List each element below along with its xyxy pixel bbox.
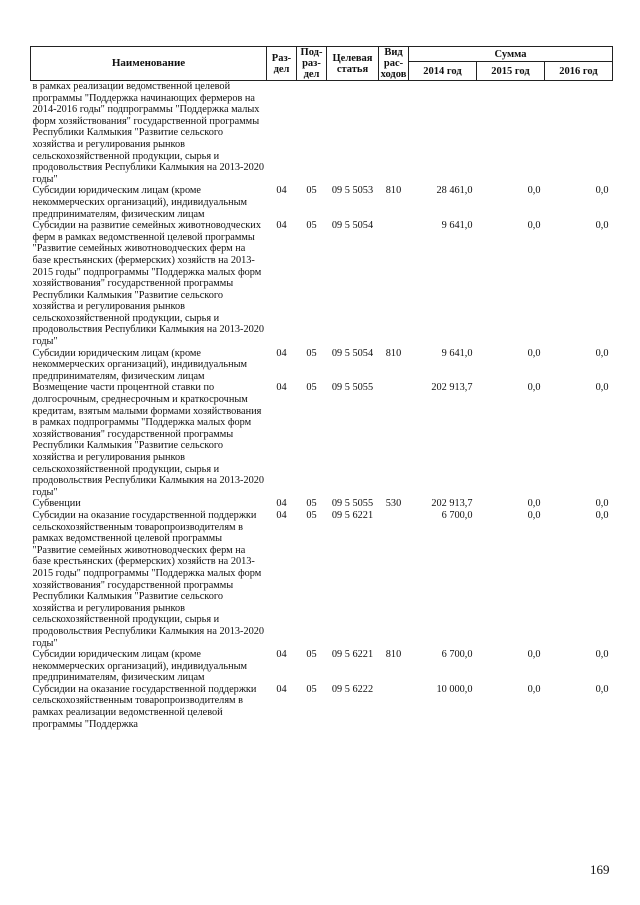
row-razdel: 04: [276, 509, 287, 521]
row-sum-2015: 0,0: [527, 185, 541, 197]
row-name: Субсидии юридическим лицам (кроме некоммерческих организаций), индивидуальным предпринимателям, физическим лицам: [32, 649, 248, 684]
row-sum-2016: 0,0: [595, 683, 609, 695]
row-sum-2015: 0,0: [527, 649, 541, 661]
row-name: Субсидии на оказание государственной поддержки сельскохозяйственным товаропроизводителям в рамках ведомственной целевой программы "Развитие семейных животноводческих ферм на базе крестьянских (фермерских) хозяйств на 2013-2015 годы" подпрограммы "Поддержка малых форм хозяйствования" государственной программы Республики Калмыкия "Развитие сельского хозяйства и регулирования рынков сельскохозяйственной продукции, сырья и продовольствия Республики Калмыкия на 2013-2020 годы": [32, 509, 265, 649]
table-row: [31, 348, 613, 383]
row-expense-type: 530: [385, 498, 402, 510]
row-sum-2016: [545, 81, 613, 186]
row-razdel: 04: [276, 498, 287, 510]
row-sum-2015: 0,0: [527, 347, 541, 359]
row-sum-2015: 0,0: [527, 498, 541, 510]
header-podrazdel: Под-раз-дел: [297, 47, 327, 81]
row-expense-type: [379, 684, 409, 730]
row-podrazdel: 05: [306, 509, 317, 521]
row-sum-2016: 0,0: [595, 509, 609, 521]
row-sum-2015: 0,0: [527, 509, 541, 521]
row-name: Субсидии на развитие семейных животноводческих ферм в рамках ведомственной целевой программы "Развитие семейных животноводческих ферм на базе крестьянских (фермерских) хозяйств на 2013-2015 годы" подпрограммы "Поддержка малых форм хозяйствования" государственной программы Республики Калмыкия "Развитие сельского хозяйства и регулирования рынков сельскохозяйственной продукции, сырья и продовольствия Республики Калмыкия на 2013-2020 годы": [32, 220, 265, 348]
table-row: [31, 220, 613, 348]
table-row: [31, 81, 613, 186]
row-sum-2015: 0,0: [527, 683, 541, 695]
row-podrazdel: 05: [306, 185, 317, 197]
row-sum-2016: 0,0: [595, 498, 609, 510]
row-sum-2014: 9 641,0: [441, 220, 473, 232]
row-razdel: 04: [276, 382, 287, 394]
row-expense-type: 810: [385, 185, 402, 197]
row-expense-type: [379, 510, 409, 649]
row-sum-2015: 0,0: [527, 220, 541, 232]
row-sum-2014: 28 461,0: [436, 185, 473, 197]
row-expense-type: [379, 81, 409, 186]
row-expense-type: 810: [385, 649, 402, 661]
row-sum-2016: 0,0: [595, 382, 609, 394]
page-number: 169: [590, 862, 610, 877]
row-podrazdel: [297, 81, 327, 186]
row-podrazdel: 05: [306, 347, 317, 359]
row-podrazdel: 05: [306, 382, 317, 394]
row-sum-2014: [409, 81, 477, 186]
row-podrazdel: 05: [306, 683, 317, 695]
row-sum-2014: 202 913,7: [431, 498, 473, 510]
table-row: [31, 684, 613, 730]
row-target-article: 09 5 6221: [331, 649, 374, 661]
row-razdel: 04: [276, 683, 287, 695]
row-razdel: 04: [276, 347, 287, 359]
budget-table: [30, 46, 613, 730]
table-body: [31, 81, 613, 731]
header-razdel: Раз-дел: [267, 47, 297, 81]
row-sum-2014: 6 700,0: [441, 509, 473, 521]
row-target-article: 09 5 5054: [331, 220, 374, 232]
row-target-article: 09 5 5055: [331, 382, 374, 394]
row-sum-2014: 202 913,7: [431, 382, 473, 394]
table-row: [31, 185, 613, 220]
table-header: [31, 47, 613, 81]
row-razdel: 04: [276, 649, 287, 661]
row-expense-type: 810: [385, 347, 402, 359]
header-name: Наименование: [31, 47, 267, 81]
row-target-article: 09 5 5054: [331, 347, 374, 359]
row-podrazdel: 05: [306, 498, 317, 510]
row-name: Субвенции: [32, 498, 81, 510]
row-podrazdel: 05: [306, 220, 317, 232]
row-name: Субсидии на оказание государственной поддержки сельскохозяйственным товаропроизводителям в рамках реализации ведомственной целевой программы "Поддержка: [32, 683, 257, 730]
header-sum: Сумма: [409, 47, 613, 62]
row-name: Субсидии юридическим лицам (кроме некоммерческих организаций), индивидуальным предпринимателям, физическим лицам: [32, 347, 248, 382]
row-sum-2014: 10 000,0: [436, 683, 473, 695]
row-sum-2016: 0,0: [595, 347, 609, 359]
row-name: в рамках реализации ведомственной целевой программы "Поддержка начинающих фермеров на 2014-2016 годы" подпрограммы "Поддержка малых форм хозяйствования" государственной программы Республики Калмыкия "Развитие сельского хозяйства и регулирования рынков сельскохозяйственной продукции, сырья и продовольствия Республики Калмыкия на 2013-2020 годы": [32, 81, 265, 185]
row-name: Субсидии юридическим лицам (кроме некоммерческих организаций), индивидуальным предпринимателям, физическим лицам: [32, 185, 248, 220]
row-podrazdel: 05: [306, 649, 317, 661]
row-expense-type: [379, 220, 409, 348]
table-row: [31, 382, 613, 498]
table-row: [31, 510, 613, 649]
row-target-article: 09 5 6222: [331, 683, 374, 695]
table-row: [31, 498, 613, 510]
table-row: [31, 649, 613, 684]
header-year-2014: 2014 год: [409, 62, 477, 81]
header-year-2016: 2016 год: [545, 62, 613, 81]
row-name: Возмещение части процентной ставки по долгосрочным, среднесрочным и краткосрочным кредитам, взятым малыми формами хозяйствования в рамках подпрограммы "Поддержка малых форм хозяйствования" государственной программы Республики Калмыкия "Развитие сельского хозяйства и регулирования рынков сельскохозяйственной продукции, сырья и продовольствия Республики Калмыкия на 2013-2020 годы": [32, 382, 265, 498]
row-target-article: 09 5 5055: [331, 498, 374, 510]
row-sum-2014: 9 641,0: [441, 347, 473, 359]
row-razdel: [267, 81, 297, 186]
row-razdel: 04: [276, 220, 287, 232]
row-sum-2015: [477, 81, 545, 186]
row-sum-2014: 6 700,0: [441, 649, 473, 661]
header-expense-type: Вид рас-ходов: [379, 47, 409, 81]
header-year-2015: 2015 год: [477, 62, 545, 81]
row-sum-2016: 0,0: [595, 185, 609, 197]
row-target-article: 09 5 6221: [331, 509, 374, 521]
row-sum-2016: 0,0: [595, 220, 609, 232]
row-sum-2016: 0,0: [595, 649, 609, 661]
row-target-article: [327, 81, 379, 186]
row-sum-2015: 0,0: [527, 382, 541, 394]
header-target-article: Целевая статья: [327, 47, 379, 81]
row-target-article: 09 5 5053: [331, 185, 374, 197]
row-razdel: 04: [276, 185, 287, 197]
row-expense-type: [379, 382, 409, 498]
